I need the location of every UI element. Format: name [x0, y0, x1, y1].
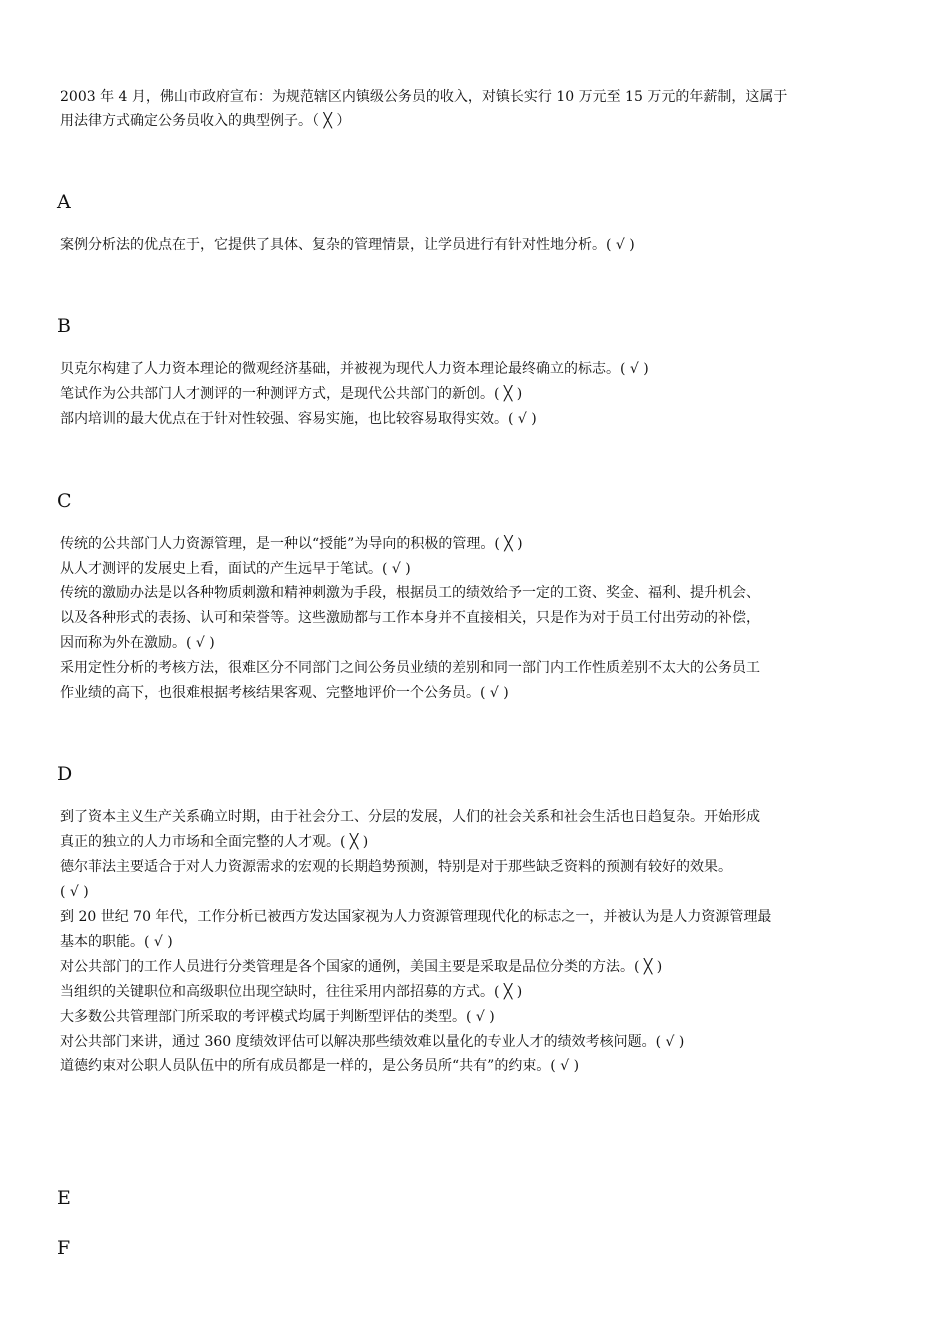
text-line: 当组织的关键职位和高级职位出现空缺时，往往采用内部招募的方式。( ╳ ): [60, 984, 523, 1000]
section-letter-c: C: [57, 490, 72, 512]
text-line: 因而称为外在激励。( √ ): [60, 635, 215, 651]
text-line: 到了资本主义生产关系确立时期，由于社会分工、分层的发展，人们的社会关系和社会生活也日趋复杂。开始形成: [60, 809, 760, 825]
text-line: 基本的职能。( √ ): [60, 934, 173, 950]
text-line: 案例分析法的优点在于，它提供了具体、复杂的管理情景，让学员进行有针对性地分析。( √ ): [60, 237, 635, 253]
section-letter-b: B: [57, 315, 71, 337]
section-letter-f: F: [57, 1237, 71, 1259]
section-letter-e: E: [57, 1187, 71, 1209]
text-line: 到 20 世纪 70 年代，工作分析已被西方发达国家视为人力资源管理现代化的标志之一，并被认为是人力资源管理最: [60, 909, 772, 925]
text-line: 传统的激励办法是以各种物质刺激和精神刺激为手段，根据员工的绩效给予一定的工资、奖金、福利、提升机会、: [60, 585, 760, 601]
text-line: 传统的公共部门人力资源管理，是一种以“授能”为导向的积极的管理。( ╳ ): [60, 536, 523, 552]
text-line: 笔试作为公共部门人才测评的一种测评方式，是现代公共部门的新创。( ╳ ): [60, 386, 523, 402]
text-line: 对公共部门来讲，通过 360 度绩效评估可以解决那些绩效难以量化的专业人才的绩效考核问题。( √ ): [60, 1034, 685, 1050]
text-line: ( √ ): [60, 884, 89, 900]
text-line: 作业绩的高下，也很难根据考核结果客观、完整地评价一个公务员。( √ ): [60, 685, 509, 701]
text-line: 部内培训的最大优点在于针对性较强、容易实施，也比较容易取得实效。( √ ): [60, 411, 537, 427]
text-line: 用法律方式确定公务员收入的典型例子。（ ╳ ）: [60, 113, 351, 129]
text-line: 德尔菲法主要适合于对人力资源需求的宏观的长期趋势预测，特别是对于那些缺乏资料的预测有较好的效果。: [60, 859, 732, 875]
text-line: 道德约束对公职人员队伍中的所有成员都是一样的，是公务员所“共有”的约束。( √ ): [60, 1058, 580, 1074]
text-line: 以及各种形式的表扬、认可和荣誉等。这些激励都与工作本身并不直接相关，只是作为对于员工付出劳动的补偿，: [60, 610, 760, 626]
text-line: 大多数公共管理部门所采取的考评模式均属于判断型评估的类型。( √ ): [60, 1009, 495, 1025]
section-letter-a: A: [57, 191, 71, 213]
text-line: 从人才测评的发展史上看，面试的产生远早于笔试。( √ ): [60, 561, 411, 577]
text-line: 采用定性分析的考核方法，很难区分不同部门之间公务员业绩的差别和同一部门内工作性质差别不太大的公务员工: [60, 660, 760, 676]
text-line: 真正的独立的人力市场和全面完整的人才观。( ╳ ): [60, 834, 369, 850]
section-letter-d: D: [57, 763, 73, 785]
text-line: 对公共部门的工作人员进行分类管理是各个国家的通例，美国主要是采取是品位分类的方法。( ╳ ): [60, 959, 663, 975]
text-line: 贝克尔构建了人力资本理论的微观经济基础，并被视为现代人力资本理论最终确立的标志。( √ ): [60, 361, 649, 377]
text-line: 2003 年 4 月，佛山市政府宣布：为规范辖区内镇级公务员的收入，对镇长实行 10 万元至 15 万元的年薪制，这属于: [60, 89, 788, 105]
